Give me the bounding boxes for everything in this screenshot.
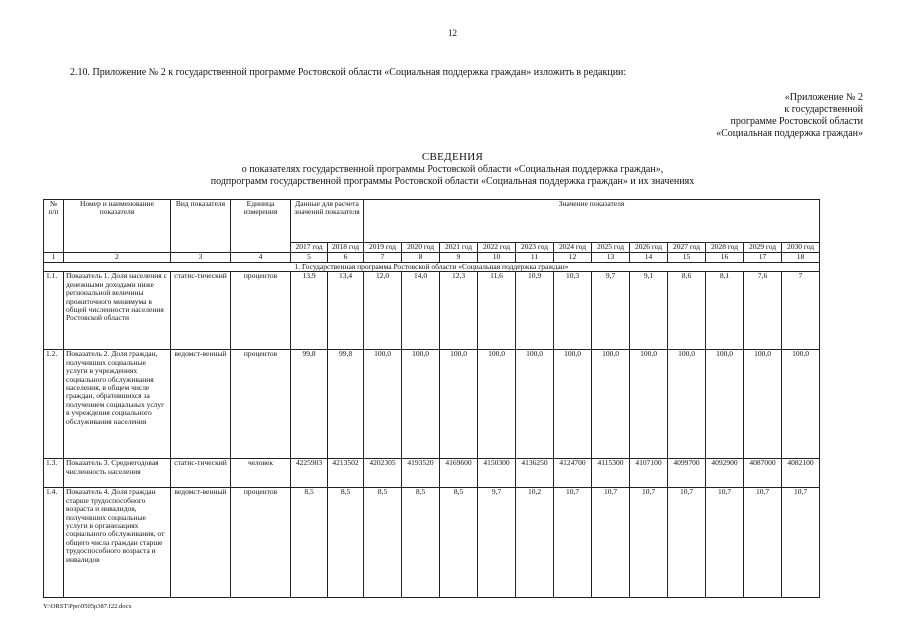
column-number: 2 xyxy=(64,253,171,263)
table-row xyxy=(44,488,820,598)
indicator-unit: процентов xyxy=(231,272,291,350)
value-cell: 4099700 xyxy=(668,459,706,488)
header-unit: Единица измерения xyxy=(231,200,291,253)
value-cell: 4082100 xyxy=(782,459,820,488)
indicator-name: Показатель 3. Среднегодовая численность населения xyxy=(64,459,171,488)
value-cell: 100,0 xyxy=(478,350,516,459)
year-header: 2019 год xyxy=(364,243,402,253)
value-cell: 8,5 xyxy=(328,488,364,598)
value-cell: 7 xyxy=(782,272,820,350)
column-number: 15 xyxy=(668,253,706,263)
column-number: 17 xyxy=(744,253,782,263)
column-number: 8 xyxy=(402,253,440,263)
value-cell: 8,6 xyxy=(668,272,706,350)
year-header: 2018 год xyxy=(328,243,364,253)
value-cell: 10,7 xyxy=(744,488,782,598)
value-cell: 12,0 xyxy=(364,272,402,350)
column-number: 9 xyxy=(440,253,478,263)
row-number: 1.2. xyxy=(44,350,64,459)
document-heading: СВЕДЕНИЯ xyxy=(421,151,484,163)
value-cell: 10,2 xyxy=(516,488,554,598)
value-cell: 4092900 xyxy=(706,459,744,488)
value-cell: 100,0 xyxy=(630,350,668,459)
column-number: 1 xyxy=(44,253,64,263)
year-header: 2024 год xyxy=(554,243,592,253)
section-title: 1. Государственная программа Ростовской области «Социальная поддержка граждан» xyxy=(44,263,820,272)
document-subheading: о показателях государственной программы Ростовской области «Социальная поддержка граждан», xyxy=(241,164,664,175)
indicator-unit: человек xyxy=(231,459,291,488)
value-cell: 8,5 xyxy=(440,488,478,598)
appendix-line: «Приложение № 2 xyxy=(784,92,863,103)
indicator-type: ведомст-венный xyxy=(171,488,231,598)
value-cell: 100,0 xyxy=(782,350,820,459)
value-cell: 9,1 xyxy=(630,272,668,350)
value-cell: 100,0 xyxy=(744,350,782,459)
year-header: 2028 год xyxy=(706,243,744,253)
value-cell: 100,0 xyxy=(706,350,744,459)
value-cell: 14,0 xyxy=(402,272,440,350)
column-number: 11 xyxy=(516,253,554,263)
header-name: Номер и наименование показателя xyxy=(64,200,171,253)
document-subheading: подпрограмм государственной программы Ростовской области «Социальная поддержка граждан» и их значениях xyxy=(210,176,695,187)
value-cell: 7,6 xyxy=(744,272,782,350)
value-cell: 4169600 xyxy=(440,459,478,488)
column-number: 12 xyxy=(554,253,592,263)
value-cell: 4115300 xyxy=(592,459,630,488)
table-row xyxy=(44,272,820,350)
year-header: 2027 год xyxy=(668,243,706,253)
value-cell: 10,7 xyxy=(706,488,744,598)
value-cell: 100,0 xyxy=(364,350,402,459)
table-row xyxy=(44,459,820,488)
column-number: 16 xyxy=(706,253,744,263)
value-cell: 10,3 xyxy=(554,272,592,350)
value-cell: 11,6 xyxy=(478,272,516,350)
value-cell: 99,8 xyxy=(291,350,328,459)
value-cell: 99,8 xyxy=(328,350,364,459)
header-number: № п/п xyxy=(44,200,64,253)
value-cell: 100,0 xyxy=(440,350,478,459)
indicator-type: ведомст-венный xyxy=(171,350,231,459)
intro-paragraph: 2.10. Приложение № 2 к государственной программе Ростовской области «Социальная поддержка граждан» изложить в редакции: xyxy=(70,67,627,78)
indicator-name: Показатель 4. Доля граждан старше трудоспособного возраста и инвалидов, получивших социальные услуги в организациях социального обслуживания, от общего числа граждан старше трудоспособного возраста и инвалидов xyxy=(64,488,171,598)
value-cell: 8,5 xyxy=(402,488,440,598)
header-values: Значение показателя xyxy=(364,200,820,243)
row-number: 1.4. xyxy=(44,488,64,598)
column-number: 14 xyxy=(630,253,668,263)
value-cell: 10,7 xyxy=(554,488,592,598)
value-cell: 8,1 xyxy=(706,272,744,350)
value-cell: 12,3 xyxy=(440,272,478,350)
indicator-unit: процентов xyxy=(231,350,291,459)
indicator-name: Показатель 1. Доля населения с денежными доходами ниже региональной величины прожиточного минимума в общей численности населения Ростовской области xyxy=(64,272,171,350)
year-header: 2021 год xyxy=(440,243,478,253)
year-header: 2020 год xyxy=(402,243,440,253)
indicators-table xyxy=(43,199,820,598)
column-number: 7 xyxy=(364,253,402,263)
value-cell: 100,0 xyxy=(554,350,592,459)
year-header: 2017 год xyxy=(291,243,328,253)
value-cell: 9,7 xyxy=(478,488,516,598)
value-cell: 8,5 xyxy=(291,488,328,598)
value-cell: 100,0 xyxy=(592,350,630,459)
value-cell: 100,0 xyxy=(402,350,440,459)
value-cell: 10,9 xyxy=(516,272,554,350)
appendix-line: «Социальная поддержка граждан» xyxy=(716,128,863,139)
year-header: 2023 год xyxy=(516,243,554,253)
row-number: 1.3. xyxy=(44,459,64,488)
column-number: 13 xyxy=(592,253,630,263)
value-cell: 4136250 xyxy=(516,459,554,488)
value-cell: 10,7 xyxy=(592,488,630,598)
page-number: 12 xyxy=(448,28,457,38)
value-cell: 10,7 xyxy=(668,488,706,598)
value-cell: 100,0 xyxy=(668,350,706,459)
appendix-line: программе Ростовской области xyxy=(730,116,863,127)
indicator-type: статис-тический xyxy=(171,272,231,350)
indicator-name: Показатель 2. Доля граждан, получивших социальные услуги в учреждениях социального обслуживания населения, в общем числе граждан, обратившихся за получением социальных услуг в учреждения социального обслуживания населения xyxy=(64,350,171,459)
value-cell: 4087000 xyxy=(744,459,782,488)
value-cell: 4107100 xyxy=(630,459,668,488)
value-cell: 100,0 xyxy=(516,350,554,459)
row-number: 1.1. xyxy=(44,272,64,350)
column-number: 10 xyxy=(478,253,516,263)
value-cell: 4225903 xyxy=(291,459,328,488)
value-cell: 4202305 xyxy=(364,459,402,488)
value-cell: 13,4 xyxy=(328,272,364,350)
appendix-line: к государственной xyxy=(784,104,863,115)
value-cell: 13,9 xyxy=(291,272,328,350)
year-header: 2026 год xyxy=(630,243,668,253)
header-base-data: Данные для расчета значений показателя xyxy=(291,200,364,243)
year-header: 2022 год xyxy=(478,243,516,253)
year-header: 2029 год xyxy=(744,243,782,253)
column-number: 3 xyxy=(171,253,231,263)
value-cell: 4213502 xyxy=(328,459,364,488)
value-cell: 4124700 xyxy=(554,459,592,488)
year-header: 2025 год xyxy=(592,243,630,253)
file-path-footer: Y:\ORST\Ppo\0505p387.f22.docx xyxy=(43,603,132,610)
value-cell: 10,7 xyxy=(630,488,668,598)
value-cell: 8,5 xyxy=(364,488,402,598)
column-number: 4 xyxy=(231,253,291,263)
header-type: Вид показателя xyxy=(171,200,231,253)
value-cell: 9,7 xyxy=(592,272,630,350)
appendix-caption xyxy=(673,92,863,140)
value-cell: 4150300 xyxy=(478,459,516,488)
indicator-type: статис-тический xyxy=(171,459,231,488)
value-cell: 4193520 xyxy=(402,459,440,488)
column-number: 5 xyxy=(291,253,328,263)
table-row xyxy=(44,350,820,459)
value-cell: 10,7 xyxy=(782,488,820,598)
column-number: 18 xyxy=(782,253,820,263)
indicator-unit: процентов xyxy=(231,488,291,598)
column-number: 6 xyxy=(328,253,364,263)
year-header: 2030 год xyxy=(782,243,820,253)
